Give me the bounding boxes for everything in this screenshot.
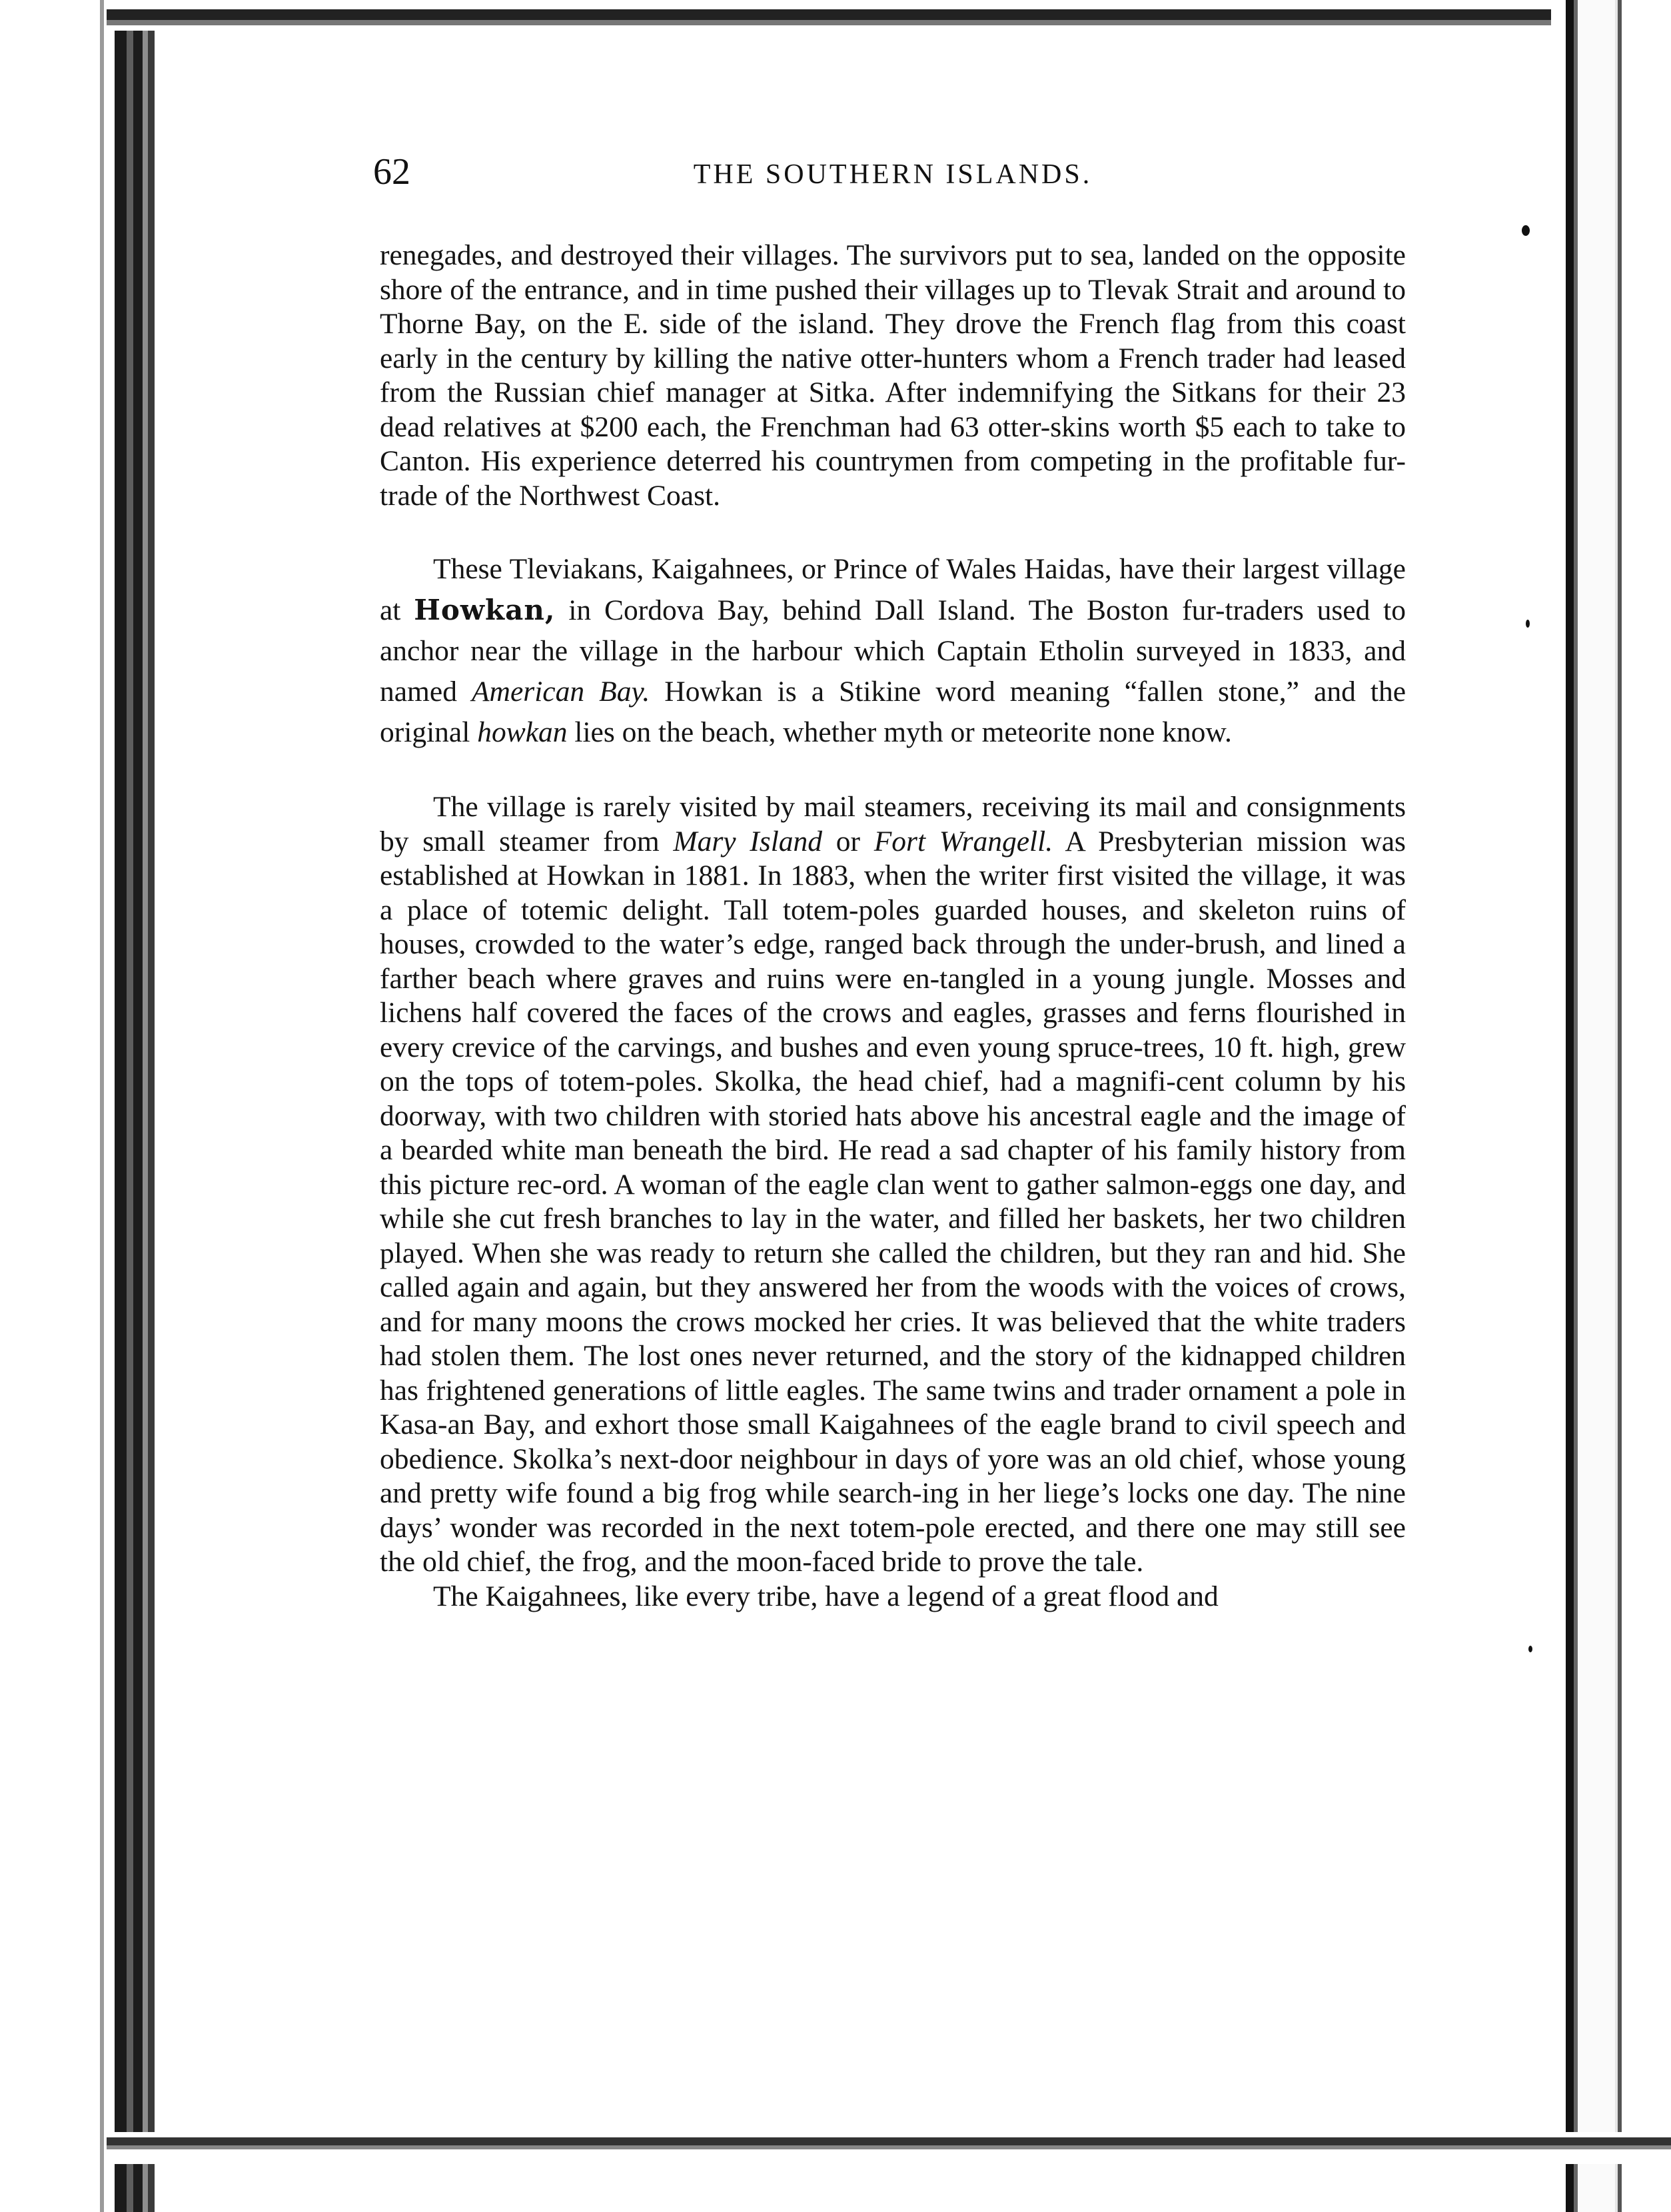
page-number: 62 <box>373 151 410 193</box>
italic-place-name: Mary Island <box>673 825 823 857</box>
scan-speck <box>1528 1646 1532 1652</box>
paragraph-3 <box>380 790 1406 1580</box>
text-run: A Presbyterian mission was established at Howkan in 1881. In 1883, when the writer first visited the village, it was a place of totemic delight. Tall totem-poles guarded houses, and skeleton ruins of houses, crowded to the water’s edge, ranged back through the under-brush, and lined a farther beach where graves and ruins were en-tangled in a young jungle. Mosses and lichens half covered the faces of the crows and eagles, grasses and ferns flourished in every crevice of the carvings, and bushes and even young spruce-trees, 10 ft. high, grew on the tops of totem-poles. Skolka, the head chief, had a magnifi-cent column by his doorway, with two children with storied hats above his ancestral eagle and the image of a bearded white man beneath the bird. He read a sad chapter of his family history from this picture rec-ord. A woman of the eagle clan went to gather salmon-eggs one day, and while she cut fresh branches to lay in the water, and filled her baskets, her two children played. When she was ready to return she called the children, but they ran and hid. She called again and again, but they answered her from the woods with the voices of crows, and for many moons the crows mocked her cries. It was believed that the white traders had stolen them. The lost ones never returned, and the story of the kidnapped children has frightened generations of little eagles. The same twins and trader ornament a pole in Kasa-an Bay, and exhort those small Kaigahnees of the eagle brand to civil speech and obedience. Skolka’s next-door neighbour in days of yore was an old chief, whose young and pretty wife found a big frog while search-ing in her liege’s locks one day. The nine days’ wonder was recorded in the next totem-pole erected, and there one may still see the old chief, the frog, and the moon-faced bride to prove the tale. <box>380 825 1406 1578</box>
page-bottom-edge <box>107 2132 1671 2164</box>
text-run: The village is rarely visited by mail steamers, receiving its mail and consignments by small steamer from <box>380 791 1406 857</box>
text-run: Howkan is a Stikine word meaning “fallen stone,” and the original <box>380 676 1406 748</box>
page-right-edge <box>1551 0 1671 2212</box>
body-text <box>380 239 1406 1614</box>
text-run: or <box>822 825 874 857</box>
scan-speck <box>1526 620 1530 628</box>
page-header <box>373 151 1412 211</box>
running-title: THE SOUTHERN ISLANDS. <box>693 159 1093 190</box>
bold-place-name: Howkan, <box>414 594 556 626</box>
text-run: lies on the beach, whether myth or meteorite none know. <box>567 716 1232 748</box>
book-spine-edge <box>0 0 159 2212</box>
italic-place-name: American Bay. <box>471 676 650 708</box>
scan-speck <box>1522 225 1530 236</box>
paragraph-2 <box>380 549 1406 753</box>
paragraph-1: renegades, and destroyed their villages. The survivors put to sea, landed on the opposite shore of the entrance, and in time pushed their villages up to Tlevak Strait and around to Thorne Bay, on the E. side of the island. They drove the French flag from this coast early in the century by killing the native otter-hunters whom a French trader had leased from the Russian chief manager at Sitka. After indemnifying the Sitkans for their 23 dead relatives at $200 each, the Frenchman had 63 otter-skins worth $5 each to take to Canton. His experience deterred his countrymen from competing in the profitable fur-trade of the Northwest Coast. <box>380 239 1406 512</box>
paragraph-4: The Kaigahnees, like every tribe, have a legend of a great flood and <box>433 1580 1219 1612</box>
page-top-edge <box>107 0 1671 31</box>
text-run: in Cordova Bay, behind Dall Island. The Boston fur-traders used to anchor near the village in the harbour which Captain Etholin surveyed in 1833, and named <box>380 594 1406 708</box>
italic-word: howkan <box>477 716 568 748</box>
text-run: These Tleviakans, Kaigahnees, or Prince of Wales Haidas, have their largest village at <box>380 553 1406 626</box>
italic-place-name: Fort Wrangell. <box>873 825 1053 857</box>
